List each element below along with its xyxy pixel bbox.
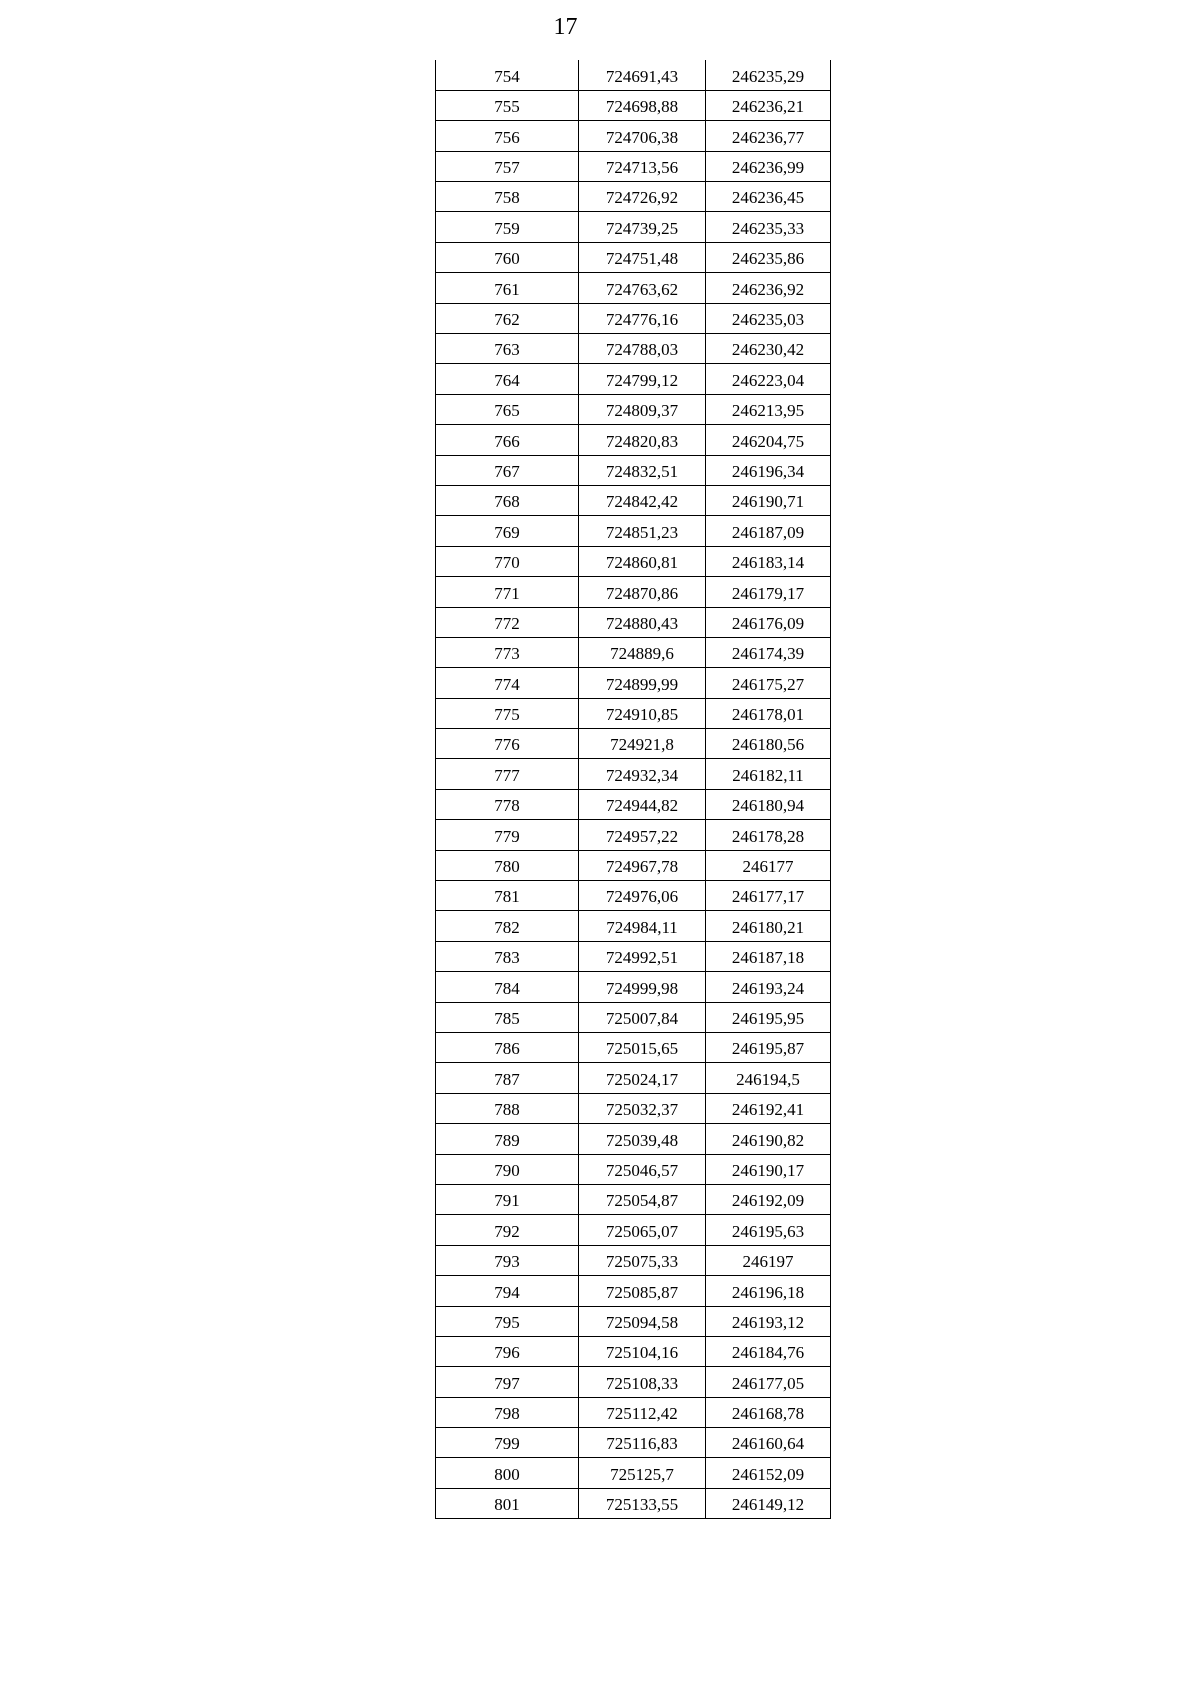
x-coordinate-cell: 724788,03 bbox=[579, 334, 706, 364]
table-row bbox=[436, 577, 831, 607]
table-row bbox=[436, 273, 831, 303]
table-row bbox=[436, 1428, 831, 1458]
y-coordinate-cell: 246152,09 bbox=[706, 1458, 831, 1488]
x-coordinate-cell: 724751,48 bbox=[579, 242, 706, 272]
table-row bbox=[436, 485, 831, 515]
x-coordinate-cell: 724809,37 bbox=[579, 394, 706, 424]
table-row bbox=[436, 1336, 831, 1366]
table-row bbox=[436, 1002, 831, 1032]
x-coordinate-cell: 724870,86 bbox=[579, 577, 706, 607]
x-coordinate-cell: 725032,37 bbox=[579, 1093, 706, 1123]
x-coordinate-cell: 724921,8 bbox=[579, 729, 706, 759]
x-coordinate-cell: 724899,99 bbox=[579, 668, 706, 698]
y-coordinate-cell: 246223,04 bbox=[706, 364, 831, 394]
y-coordinate-cell: 246236,92 bbox=[706, 273, 831, 303]
x-coordinate-cell: 725116,83 bbox=[579, 1428, 706, 1458]
point-number-cell: 777 bbox=[436, 759, 579, 789]
y-coordinate-cell: 246195,87 bbox=[706, 1033, 831, 1063]
table-row bbox=[436, 1458, 831, 1488]
table-row bbox=[436, 212, 831, 242]
point-number-cell: 785 bbox=[436, 1002, 579, 1032]
x-coordinate-cell: 724763,62 bbox=[579, 273, 706, 303]
y-coordinate-cell: 246187,09 bbox=[706, 516, 831, 546]
x-coordinate-cell: 724776,16 bbox=[579, 303, 706, 333]
point-number-cell: 772 bbox=[436, 607, 579, 637]
point-number-cell: 756 bbox=[436, 121, 579, 151]
table-row bbox=[436, 121, 831, 151]
y-coordinate-cell: 246235,86 bbox=[706, 242, 831, 272]
y-coordinate-cell: 246236,77 bbox=[706, 121, 831, 151]
table-row bbox=[436, 789, 831, 819]
point-number-cell: 763 bbox=[436, 334, 579, 364]
table-row bbox=[436, 759, 831, 789]
y-coordinate-cell: 246149,12 bbox=[706, 1488, 831, 1518]
table-row bbox=[436, 850, 831, 880]
y-coordinate-cell: 246230,42 bbox=[706, 334, 831, 364]
table-row bbox=[436, 881, 831, 911]
point-number-cell: 775 bbox=[436, 698, 579, 728]
point-number-cell: 769 bbox=[436, 516, 579, 546]
point-number-cell: 781 bbox=[436, 881, 579, 911]
x-coordinate-cell: 725065,07 bbox=[579, 1215, 706, 1245]
page-number: 17 bbox=[553, 14, 578, 40]
table-row bbox=[436, 151, 831, 181]
table-row bbox=[436, 637, 831, 667]
table-row bbox=[436, 516, 831, 546]
y-coordinate-cell: 246192,09 bbox=[706, 1184, 831, 1214]
point-number-cell: 791 bbox=[436, 1184, 579, 1214]
y-coordinate-cell: 246195,63 bbox=[706, 1215, 831, 1245]
x-coordinate-cell: 724910,85 bbox=[579, 698, 706, 728]
x-coordinate-cell: 725046,57 bbox=[579, 1154, 706, 1184]
x-coordinate-cell: 725133,55 bbox=[579, 1488, 706, 1518]
y-coordinate-cell: 246194,5 bbox=[706, 1063, 831, 1093]
x-coordinate-cell: 724691,43 bbox=[579, 60, 706, 90]
y-coordinate-cell: 246187,18 bbox=[706, 941, 831, 971]
x-coordinate-cell: 724860,81 bbox=[579, 546, 706, 576]
y-coordinate-cell: 246160,64 bbox=[706, 1428, 831, 1458]
x-coordinate-cell: 724992,51 bbox=[579, 941, 706, 971]
table-row bbox=[436, 394, 831, 424]
table-row bbox=[436, 425, 831, 455]
y-coordinate-cell: 246180,94 bbox=[706, 789, 831, 819]
point-number-cell: 758 bbox=[436, 182, 579, 212]
y-coordinate-cell: 246193,24 bbox=[706, 972, 831, 1002]
x-coordinate-cell: 724842,42 bbox=[579, 485, 706, 515]
point-number-cell: 755 bbox=[436, 90, 579, 120]
x-coordinate-cell: 725054,87 bbox=[579, 1184, 706, 1214]
y-coordinate-cell: 246196,18 bbox=[706, 1276, 831, 1306]
point-number-cell: 761 bbox=[436, 273, 579, 303]
point-number-cell: 793 bbox=[436, 1245, 579, 1275]
point-number-cell: 757 bbox=[436, 151, 579, 181]
table-row bbox=[436, 1124, 831, 1154]
y-coordinate-cell: 246184,76 bbox=[706, 1336, 831, 1366]
y-coordinate-cell: 246182,11 bbox=[706, 759, 831, 789]
table-row bbox=[436, 1488, 831, 1518]
table-row bbox=[436, 303, 831, 333]
x-coordinate-cell: 724739,25 bbox=[579, 212, 706, 242]
table-row bbox=[436, 242, 831, 272]
x-coordinate-cell: 725039,48 bbox=[579, 1124, 706, 1154]
y-coordinate-cell: 246190,71 bbox=[706, 485, 831, 515]
point-number-cell: 776 bbox=[436, 729, 579, 759]
coordinate-table-body bbox=[436, 60, 831, 1519]
y-coordinate-cell: 246168,78 bbox=[706, 1397, 831, 1427]
y-coordinate-cell: 246235,29 bbox=[706, 60, 831, 90]
y-coordinate-cell: 246236,45 bbox=[706, 182, 831, 212]
y-coordinate-cell: 246179,17 bbox=[706, 577, 831, 607]
table-row bbox=[436, 455, 831, 485]
table-row bbox=[436, 698, 831, 728]
table-row bbox=[436, 1093, 831, 1123]
point-number-cell: 800 bbox=[436, 1458, 579, 1488]
point-number-cell: 797 bbox=[436, 1367, 579, 1397]
table-row bbox=[436, 1033, 831, 1063]
x-coordinate-cell: 724976,06 bbox=[579, 881, 706, 911]
table-row bbox=[436, 1184, 831, 1214]
x-coordinate-cell: 725085,87 bbox=[579, 1276, 706, 1306]
point-number-cell: 794 bbox=[436, 1276, 579, 1306]
point-number-cell: 799 bbox=[436, 1428, 579, 1458]
table-row bbox=[436, 1276, 831, 1306]
point-number-cell: 779 bbox=[436, 820, 579, 850]
y-coordinate-cell: 246180,56 bbox=[706, 729, 831, 759]
point-number-cell: 773 bbox=[436, 637, 579, 667]
y-coordinate-cell: 246177,05 bbox=[706, 1367, 831, 1397]
y-coordinate-cell: 246192,41 bbox=[706, 1093, 831, 1123]
table-row bbox=[436, 668, 831, 698]
x-coordinate-cell: 724984,11 bbox=[579, 911, 706, 941]
point-number-cell: 774 bbox=[436, 668, 579, 698]
x-coordinate-cell: 724726,92 bbox=[579, 182, 706, 212]
x-coordinate-cell: 725007,84 bbox=[579, 1002, 706, 1032]
x-coordinate-cell: 724944,82 bbox=[579, 789, 706, 819]
point-number-cell: 784 bbox=[436, 972, 579, 1002]
y-coordinate-cell: 246213,95 bbox=[706, 394, 831, 424]
x-coordinate-cell: 725094,58 bbox=[579, 1306, 706, 1336]
y-coordinate-cell: 246178,01 bbox=[706, 698, 831, 728]
table-row bbox=[436, 182, 831, 212]
point-number-cell: 783 bbox=[436, 941, 579, 971]
x-coordinate-cell: 725125,7 bbox=[579, 1458, 706, 1488]
point-number-cell: 795 bbox=[436, 1306, 579, 1336]
point-number-cell: 770 bbox=[436, 546, 579, 576]
table-row bbox=[436, 334, 831, 364]
y-coordinate-cell: 246177 bbox=[706, 850, 831, 880]
y-coordinate-cell: 246176,09 bbox=[706, 607, 831, 637]
x-coordinate-cell: 725075,33 bbox=[579, 1245, 706, 1275]
y-coordinate-cell: 246236,99 bbox=[706, 151, 831, 181]
table-row bbox=[436, 607, 831, 637]
point-number-cell: 768 bbox=[436, 485, 579, 515]
point-number-cell: 789 bbox=[436, 1124, 579, 1154]
table-row bbox=[436, 941, 831, 971]
x-coordinate-cell: 724957,22 bbox=[579, 820, 706, 850]
x-coordinate-cell: 724799,12 bbox=[579, 364, 706, 394]
x-coordinate-cell: 724713,56 bbox=[579, 151, 706, 181]
coordinate-table bbox=[435, 60, 831, 1519]
y-coordinate-cell: 246177,17 bbox=[706, 881, 831, 911]
point-number-cell: 792 bbox=[436, 1215, 579, 1245]
y-coordinate-cell: 246196,34 bbox=[706, 455, 831, 485]
y-coordinate-cell: 246235,03 bbox=[706, 303, 831, 333]
y-coordinate-cell: 246175,27 bbox=[706, 668, 831, 698]
x-coordinate-cell: 724832,51 bbox=[579, 455, 706, 485]
x-coordinate-cell: 724967,78 bbox=[579, 850, 706, 880]
table-row bbox=[436, 972, 831, 1002]
point-number-cell: 760 bbox=[436, 242, 579, 272]
x-coordinate-cell: 725108,33 bbox=[579, 1367, 706, 1397]
table-row bbox=[436, 911, 831, 941]
y-coordinate-cell: 246180,21 bbox=[706, 911, 831, 941]
y-coordinate-cell: 246195,95 bbox=[706, 1002, 831, 1032]
point-number-cell: 798 bbox=[436, 1397, 579, 1427]
x-coordinate-cell: 724932,34 bbox=[579, 759, 706, 789]
x-coordinate-cell: 724698,88 bbox=[579, 90, 706, 120]
y-coordinate-cell: 246204,75 bbox=[706, 425, 831, 455]
table-row bbox=[436, 1063, 831, 1093]
point-number-cell: 801 bbox=[436, 1488, 579, 1518]
x-coordinate-cell: 725112,42 bbox=[579, 1397, 706, 1427]
point-number-cell: 762 bbox=[436, 303, 579, 333]
point-number-cell: 796 bbox=[436, 1336, 579, 1366]
point-number-cell: 765 bbox=[436, 394, 579, 424]
point-number-cell: 786 bbox=[436, 1033, 579, 1063]
x-coordinate-cell: 725015,65 bbox=[579, 1033, 706, 1063]
point-number-cell: 780 bbox=[436, 850, 579, 880]
y-coordinate-cell: 246183,14 bbox=[706, 546, 831, 576]
table-row bbox=[436, 1215, 831, 1245]
table-row bbox=[436, 364, 831, 394]
point-number-cell: 759 bbox=[436, 212, 579, 242]
table-row bbox=[436, 820, 831, 850]
point-number-cell: 767 bbox=[436, 455, 579, 485]
x-coordinate-cell: 725104,16 bbox=[579, 1336, 706, 1366]
y-coordinate-cell: 246174,39 bbox=[706, 637, 831, 667]
y-coordinate-cell: 246178,28 bbox=[706, 820, 831, 850]
point-number-cell: 754 bbox=[436, 60, 579, 90]
y-coordinate-cell: 246190,82 bbox=[706, 1124, 831, 1154]
y-coordinate-cell: 246235,33 bbox=[706, 212, 831, 242]
point-number-cell: 766 bbox=[436, 425, 579, 455]
table-row bbox=[436, 729, 831, 759]
point-number-cell: 778 bbox=[436, 789, 579, 819]
x-coordinate-cell: 724820,83 bbox=[579, 425, 706, 455]
x-coordinate-cell: 724999,98 bbox=[579, 972, 706, 1002]
table-row bbox=[436, 1154, 831, 1184]
table-row bbox=[436, 1367, 831, 1397]
table-row bbox=[436, 60, 831, 90]
y-coordinate-cell: 246197 bbox=[706, 1245, 831, 1275]
x-coordinate-cell: 724706,38 bbox=[579, 121, 706, 151]
table-row bbox=[436, 1245, 831, 1275]
x-coordinate-cell: 725024,17 bbox=[579, 1063, 706, 1093]
table-row bbox=[436, 1306, 831, 1336]
point-number-cell: 782 bbox=[436, 911, 579, 941]
x-coordinate-cell: 724889,6 bbox=[579, 637, 706, 667]
table-row bbox=[436, 90, 831, 120]
point-number-cell: 788 bbox=[436, 1093, 579, 1123]
point-number-cell: 764 bbox=[436, 364, 579, 394]
point-number-cell: 787 bbox=[436, 1063, 579, 1093]
x-coordinate-cell: 724880,43 bbox=[579, 607, 706, 637]
x-coordinate-cell: 724851,23 bbox=[579, 516, 706, 546]
y-coordinate-cell: 246236,21 bbox=[706, 90, 831, 120]
y-coordinate-cell: 246190,17 bbox=[706, 1154, 831, 1184]
table-row bbox=[436, 546, 831, 576]
table-row bbox=[436, 1397, 831, 1427]
y-coordinate-cell: 246193,12 bbox=[706, 1306, 831, 1336]
point-number-cell: 790 bbox=[436, 1154, 579, 1184]
point-number-cell: 771 bbox=[436, 577, 579, 607]
